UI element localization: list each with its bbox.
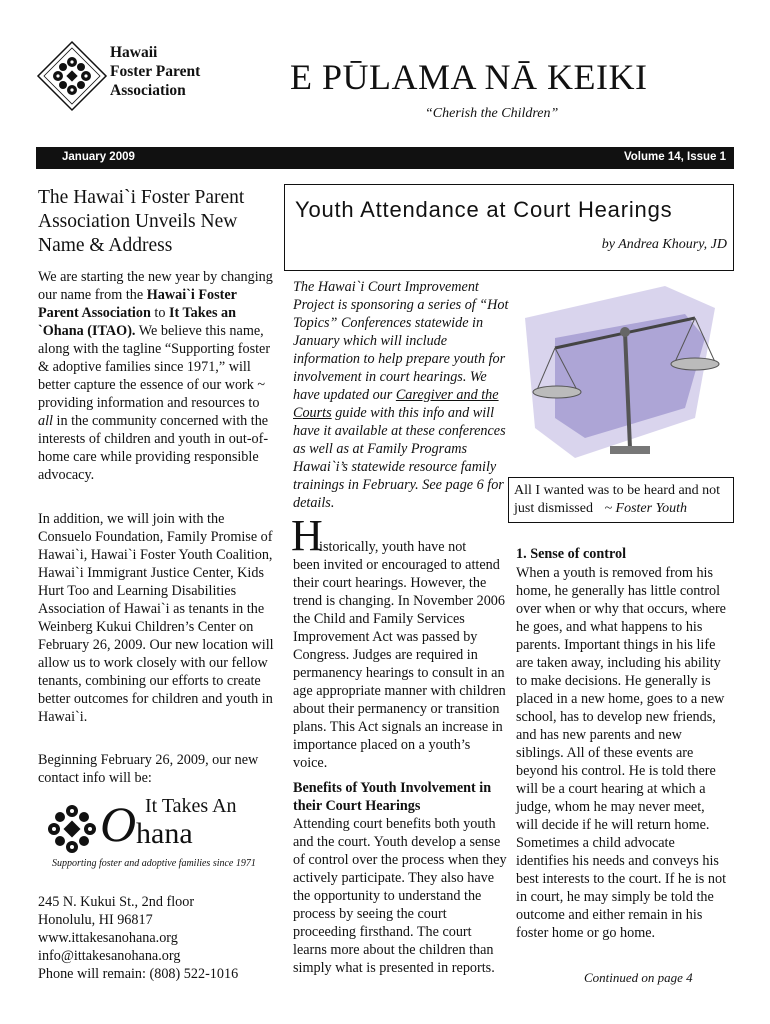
benefits-paragraph: Attending court benefits both youth and the court. Youth develop a sense of control over the process when they actively participate. They also have the opportunity to understand the process by seeing the court proceeding firsthand. The court learns more about the children than simply what is presented in reports. bbox=[293, 816, 507, 976]
text-run: The Hawai`i Court Improvement Project is sponsoring a series of “Hot Topics” Conferences statewide in January which will include information to help prepare youth for involvement in court hearings. We have updated our bbox=[293, 279, 509, 403]
pull-quote-text: All I wanted was to be heard and not just dismissed bbox=[514, 483, 721, 516]
emphasis-all: all bbox=[38, 413, 53, 429]
text-run: We believe this name, along with the tagline “Supporting foster & adoptive families since 1971,” will better capture the essence of our work ~ providing information and resources to bbox=[38, 323, 271, 411]
continued-on-page-link[interactable]: Continued on page 4 bbox=[584, 970, 693, 985]
paragraph-first-line: istorically, youth have not bbox=[319, 539, 467, 555]
newsletter-title: E PŪLAMA NĀ KEIKI bbox=[290, 57, 648, 97]
itao-diamond-icon bbox=[42, 801, 102, 857]
text-run: guide with this info and will have it available at these conferences as well as at Family Programs Hawai`i’s statewide resource family trainings in February. See page 6 for details. bbox=[293, 405, 506, 511]
drop-cap-letter: H bbox=[291, 511, 323, 560]
logo-o-letter: O bbox=[100, 796, 137, 852]
text-run: in the community concerned with the interests of children and youth in out-of-home care while providing responsible advocacy. bbox=[38, 413, 269, 483]
address-phone: Phone will remain: (808) 522-1016 bbox=[38, 966, 239, 982]
association-name-line-2: Foster Parent bbox=[110, 63, 201, 80]
hfpa-logo-diamond-icon bbox=[36, 40, 108, 112]
left-article-paragraph-3: Beginning February 26, 2009, our new contact info will be: bbox=[38, 752, 259, 786]
issue-date: January 2009 bbox=[62, 151, 135, 163]
logo-ohana: hana bbox=[136, 817, 193, 850]
issue-bar bbox=[36, 147, 734, 169]
left-article-paragraph-2: In addition, we will join with the Consuelo Foundation, Family Promise of Hawai`i, Hawai`i Foster Youth Coalition, Hawai`i Immigrant Justice Center, Kids Hurt Too and Learning Disabilities Association of Hawai`i as tenants in the Weinberg Kukui Children’s Center on February 26, 2009. Our new location will allow us to work closely with our fellow tenants, combining our efforts to create better outcomes for children and youth in Hawai`i. bbox=[38, 511, 274, 725]
association-name bbox=[110, 43, 200, 100]
address-website-link[interactable]: www.ittakesanohana.org bbox=[38, 930, 178, 946]
article-byline: by Andrea Khoury, JD bbox=[601, 237, 727, 252]
address-email-link[interactable]: info@ittakesanohana.org bbox=[38, 948, 181, 964]
issue-volume: Volume 14, Issue 1 bbox=[623, 151, 726, 163]
article-title: Youth Attendance at Court Hearings bbox=[295, 197, 673, 222]
caregiver-guide-link[interactable]: Caregiver and the Courts bbox=[293, 387, 499, 421]
itao-logo bbox=[40, 795, 280, 873]
address-city: Honolulu, HI 96817 bbox=[38, 912, 153, 928]
logo-tagline: Supporting foster and adoptive families since 1971 bbox=[52, 858, 256, 869]
association-name-line-1: Hawaii bbox=[110, 44, 158, 61]
article-intro bbox=[293, 278, 509, 512]
article-paragraph-historically bbox=[293, 538, 508, 772]
text-run: We are starting the new year by changing our name from the bbox=[38, 269, 273, 303]
contact-address-block bbox=[38, 893, 274, 983]
sense-of-control-paragraph: When a youth is removed from his home, he generally has little control over when or why that occurs, where he goes, and what happens to his parents. Important things in his life are taken away, including his ability to make decisions. He generally is placed in a new home, goes to a new school, has to develop new friends, and has new parents and new siblings. All of these events are beyond his control. He is told there will be a court hearing at which a judge, whom he may never meet, will decide if he will return home. Sometimes a child advocate identifies his needs and conveys his best interests to the court. If he is not in court, he may simply be told the outcome and either remain in his foster home or go home. bbox=[516, 565, 727, 941]
logo-it-takes-an: It Takes An bbox=[145, 795, 237, 817]
pull-quote-attribution: ~ Foster Youth bbox=[604, 501, 687, 516]
address-street: 245 N. Kukui St., 2nd floor bbox=[38, 894, 195, 910]
paragraph-rest: been invited or encouraged to attend their court hearings. However, the trend is changing. In November 2006 the Child and Family Services Improvement Act was passed by Congress. Judges are required in permanency hearings to consult in an age appropriate manner with children about their permanency or transition plans. This Act signals an increase in importance placed on a youth’s voice. bbox=[293, 557, 506, 771]
newsletter-tagline: “Cherish the Children” bbox=[425, 106, 559, 121]
old-name: Hawai`i Foster Parent Association bbox=[38, 287, 237, 321]
sense-of-control-heading: 1. Sense of control bbox=[516, 546, 627, 562]
left-article-paragraph-1 bbox=[38, 268, 274, 484]
association-name-line-3: Association bbox=[110, 82, 186, 99]
article-header-box bbox=[284, 184, 734, 271]
new-name: It Takes an `Ohana (ITAO). bbox=[38, 305, 237, 339]
text-run: to bbox=[150, 305, 169, 321]
scales-of-justice-icon bbox=[515, 278, 727, 468]
left-article-headline: The Hawai`i Foster Parent Association Unveils New Name & Address bbox=[38, 187, 245, 256]
benefits-heading: Benefits of Youth Involvement in their Court Hearings bbox=[293, 780, 492, 814]
pull-quote-box bbox=[508, 477, 734, 523]
